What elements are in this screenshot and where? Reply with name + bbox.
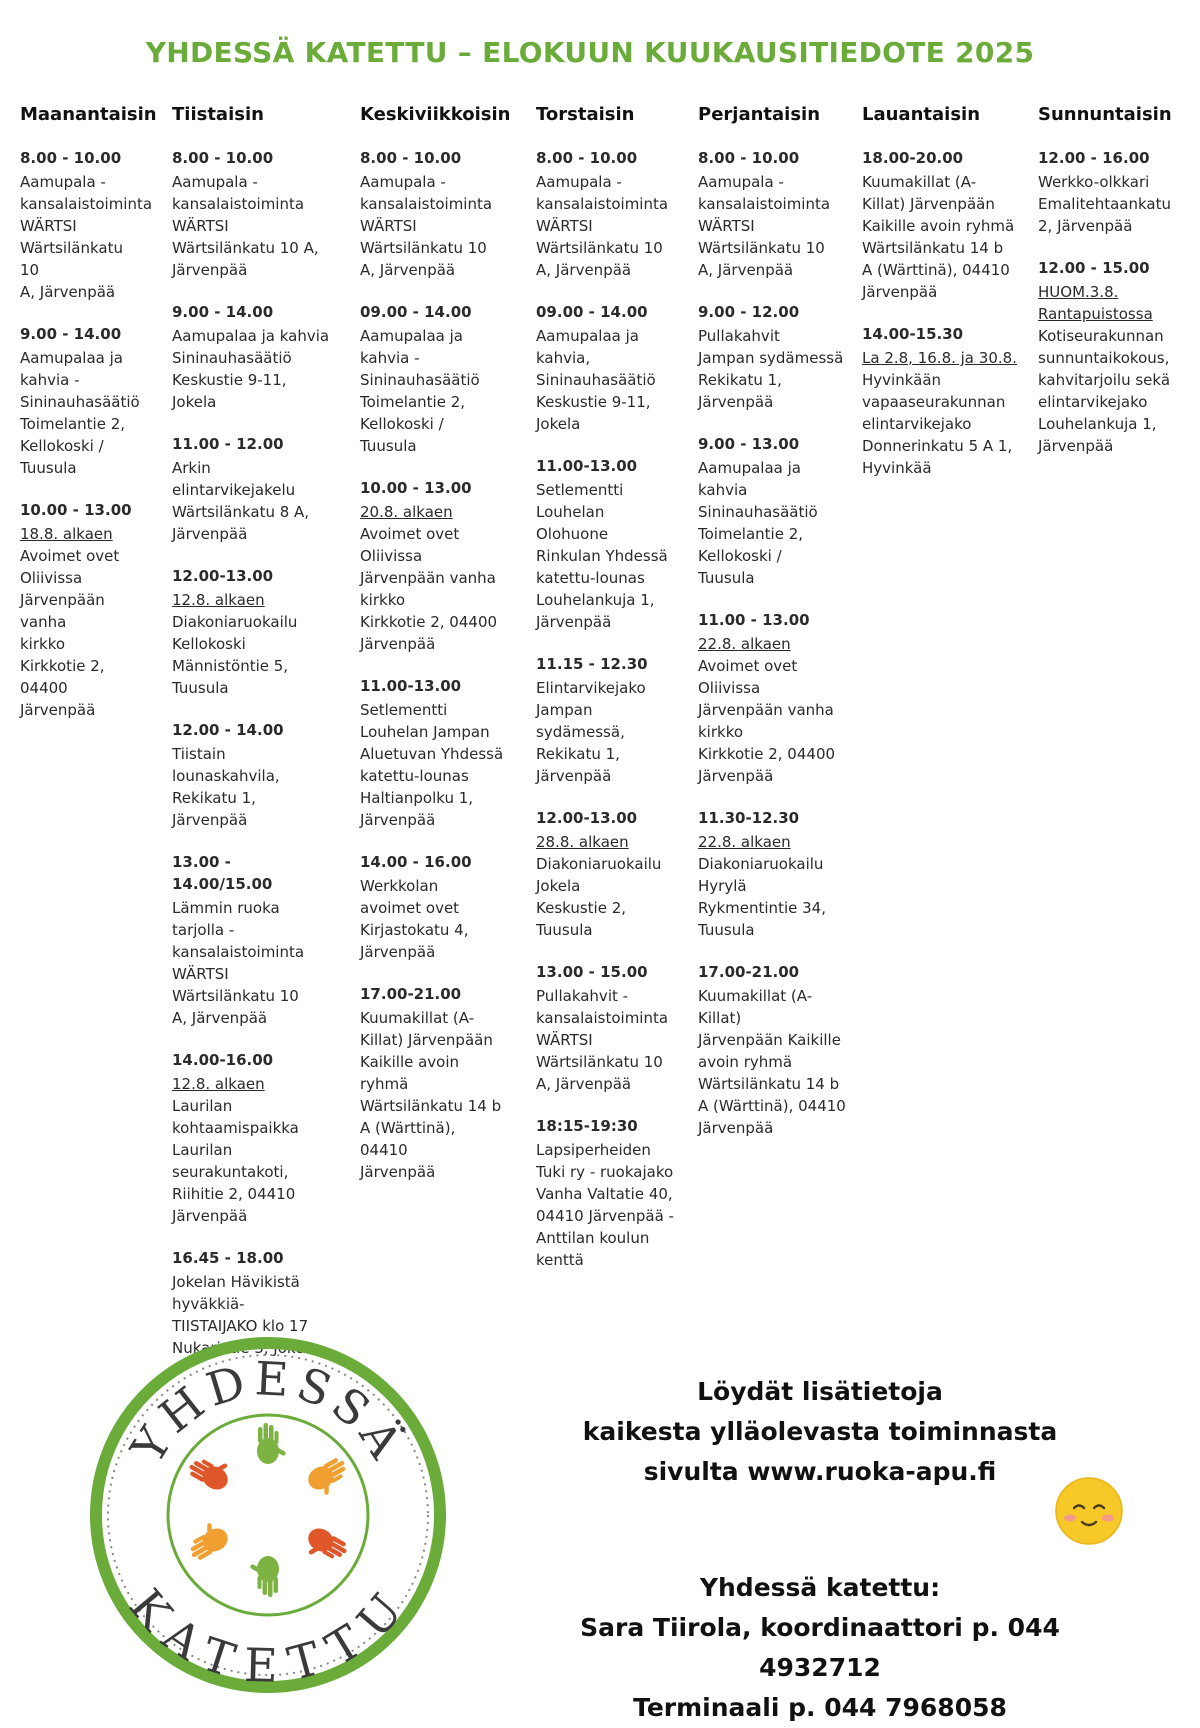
day-heading: Perjantaisin (698, 104, 821, 125)
schedule-entry (536, 1115, 681, 1271)
entry-description: Laurilan kohtaamispaikka Laurilan seurakuntakoti, Riihitie 2, 04410 Järvenpää (172, 1097, 299, 1225)
entry-description: Pullakahvit - kansalaistoiminta WÄRTSI Wärtsilänkatu 10 A, Järvenpää (536, 987, 669, 1093)
yhdessa-katettu-logo (88, 1335, 448, 1695)
entry-description: Avoimet ovet Oliivissa Järvenpään vanha kirkko Kirkkotie 2, 04400 Järvenpää (20, 547, 120, 719)
day-column-saturday (862, 104, 1022, 499)
entry-description: Aamupala - kansalaistoiminta WÄRTSI Wärtsilänkatu 10 A, Järvenpää (360, 173, 493, 279)
entry-time: 14.00 - 16.00 (360, 853, 472, 871)
entry-description: Kuumakillat (A-Killat) Järvenpään Kaikille avoin ryhmä Wärtsilänkatu 14 b A (Wärttinä), 04410 Järvenpää (698, 987, 846, 1137)
entry-description: Aamupala - kansalaistoiminta WÄRTSI Wärtsilänkatu 10 A, Järvenpää (20, 173, 153, 301)
entry-start-date: 22.8. alkaen (698, 833, 791, 851)
entry-start-date: 28.8. alkaen (536, 833, 629, 851)
entry-time: 11.30-12.30 (698, 809, 800, 827)
entry-start-date: 18.8. alkaen (20, 525, 113, 543)
schedule-entry (172, 147, 332, 281)
hand-icon (304, 1454, 354, 1500)
entry-description: Setlementti Louhelan Olohuone Rinkulan Yhdessä katettu-lounas Louhelankuja 1, Järvenpää (536, 481, 668, 631)
entry-description: Avoimet ovet Oliivissa Järvenpään vanha kirkko Kirkkotie 2, 04400 Järvenpää (360, 525, 498, 653)
entry-time: 16.45 - 18.00 (172, 1249, 284, 1267)
weekly-schedule (0, 104, 1200, 1357)
entry-time: 11.00-13.00 (536, 457, 638, 475)
entry-description: Diakoniaruokailu Jokela Keskustie 2, Tuusula (536, 855, 662, 939)
hand-icon (249, 1556, 279, 1597)
entry-description: Kotiseurakunnan sunnuntaikokous, kahvitarjoilu sekä elintarvikejako Louhelankuja 1, Järvenpää (1038, 327, 1171, 455)
entry-time: 12.00 - 14.00 (172, 721, 284, 739)
schedule-entry (698, 301, 850, 413)
entry-time: 18:15-19:30 (536, 1117, 638, 1135)
schedule-entry (536, 147, 681, 281)
entry-description: Tiistain lounaskahvila, Rekikatu 1, Järvenpää (172, 745, 280, 829)
schedule-entry (360, 477, 505, 655)
logo-bottom-text: KATETTU (119, 1578, 417, 1693)
schedule-entry (172, 851, 332, 1029)
hand-icon (182, 1517, 232, 1563)
entry-time: 13.00 - 15.00 (536, 963, 648, 981)
day-heading: Tiistaisin (172, 104, 264, 125)
entry-description: Aamupalaa ja kahvia Sininauhasäätiö Toimelantie 2, Kellokoski / Tuusula (698, 459, 818, 587)
schedule-entry (172, 433, 332, 545)
entry-start-date: La 2.8, 16.8. ja 30.8. (862, 349, 1017, 367)
entry-start-date: HUOM.3.8. Rantapuistossa (1038, 283, 1153, 323)
logo-top-text: YHDESSÄ (120, 1351, 416, 1473)
schedule-entry (172, 719, 332, 831)
day-heading: Lauantaisin (862, 104, 981, 125)
contact-terminal: Terminaali p. 044 7968058 (633, 1693, 1007, 1722)
entry-time: 8.00 - 10.00 (360, 149, 462, 167)
info-line-3: sivulta www.ruoka-apu.fi (643, 1457, 997, 1486)
schedule-entry (360, 675, 505, 831)
schedule-entry (1038, 257, 1186, 457)
hand-icon (185, 1448, 235, 1494)
schedule-entry (536, 455, 681, 633)
schedule-entry (172, 1049, 332, 1227)
schedule-entry (698, 147, 850, 281)
entry-description: Aamupalaa ja kahvia Sininauhasäätiö Keskustie 9-11, Jokela (172, 327, 330, 411)
schedule-entry (360, 147, 505, 281)
entry-time: 9.00 - 14.00 (20, 325, 122, 343)
schedule-entry (20, 499, 145, 721)
entry-time: 17.00-21.00 (698, 963, 800, 981)
day-column-friday (698, 104, 850, 1159)
entry-time: 14.00-16.00 (172, 1051, 274, 1069)
entry-description: Elintarvikejako Jampan sydämessä, Rekikatu 1, Järvenpää (536, 679, 646, 785)
entry-description: Pullakahvit Jampan sydämessä Rekikatu 1, Järvenpää (698, 327, 844, 411)
day-column-tuesday (172, 104, 332, 1379)
day-heading: Maanantaisin (20, 104, 157, 125)
entry-start-date: 12.8. alkaen (172, 1075, 265, 1093)
schedule-entry (698, 433, 850, 589)
entry-description: Aamupala - kansalaistoiminta WÄRTSI Wärtsilänkatu 10 A, Järvenpää (698, 173, 831, 279)
hand-icon (300, 1524, 350, 1570)
entry-description: Hyvinkään vapaaseurakunnan elintarvikejako Donnerinkatu 5 A 1, Hyvinkää (862, 371, 1013, 477)
entry-time: 09.00 - 14.00 (536, 303, 648, 321)
entry-description: Diakoniaruokailu Hyrylä Rykmentintie 34, Tuusula (698, 855, 826, 939)
entry-time: 8.00 - 10.00 (536, 149, 638, 167)
entry-time: 11.00 - 12.00 (172, 435, 284, 453)
entry-time: 13.00 - 14.00/15.00 (172, 853, 273, 893)
contact-block (540, 1568, 1100, 1728)
schedule-entry (20, 323, 145, 479)
schedule-entry (20, 147, 153, 303)
entry-description: Aamupala - kansalaistoiminta WÄRTSI Wärtsilänkatu 10 A, Järvenpää (536, 173, 669, 279)
entry-time: 17.00-21.00 (360, 985, 462, 1003)
schedule-entry (360, 301, 505, 457)
schedule-entry (698, 609, 850, 787)
entry-time: 8.00 - 10.00 (20, 149, 122, 167)
entry-start-date: 22.8. alkaen (698, 635, 791, 653)
day-heading: Sunnuntaisin (1038, 104, 1172, 125)
entry-time: 11.15 - 12.30 (536, 655, 648, 673)
schedule-entry (172, 565, 332, 699)
entry-description: Werkko-olkkari Emalitehtaankatu 2, Järvenpää (1038, 173, 1172, 235)
contact-coordinator: Sara Tiirola, koordinaattori p. 044 4932712 (580, 1613, 1060, 1682)
entry-time: 12.00-13.00 (172, 567, 274, 585)
day-heading: Keskiviikkoisin (360, 104, 511, 125)
schedule-entry (536, 961, 681, 1095)
day-column-wednesday (360, 104, 511, 1203)
entry-start-date: 20.8. alkaen (360, 503, 453, 521)
entry-description: Diakoniaruokailu Kellokoski Männistöntie 5, Tuusula (172, 613, 298, 697)
schedule-entry (862, 147, 1022, 303)
entry-time: 12.00 - 16.00 (1038, 149, 1150, 167)
smiley-icon (1054, 1476, 1124, 1546)
entry-time: 12.00-13.00 (536, 809, 638, 827)
entry-description: Aamupalaa ja kahvia, Sininauhasäätiö Keskustie 9-11, Jokela (536, 327, 656, 433)
entry-time: 18.00-20.00 (862, 149, 964, 167)
day-column-sunday (1038, 104, 1186, 477)
entry-description: Aamupalaa ja kahvia - Sininauhasäätiö Toimelantie 2, Kellokoski / Tuusula (360, 327, 480, 455)
entry-time: 9.00 - 14.00 (172, 303, 274, 321)
entry-time: 14.00-15.30 (862, 325, 964, 343)
page-title: YHDESSÄ KATETTU – ELOKUUN KUUKAUSITIEDOTE 2025 (145, 36, 1035, 69)
schedule-entry (1038, 147, 1186, 237)
entry-time: 10.00 - 13.00 (360, 479, 472, 497)
entry-time: 8.00 - 10.00 (698, 149, 800, 167)
hand-print-icons (182, 1423, 355, 1597)
entry-description: Avoimet ovet Oliivissa Järvenpään vanha kirkko Kirkkotie 2, 04400 Järvenpää (698, 657, 836, 785)
entry-time: 8.00 - 10.00 (172, 149, 274, 167)
day-column-thursday (536, 104, 681, 1291)
entry-time: 09.00 - 14.00 (360, 303, 472, 321)
entry-time: 11.00-13.00 (360, 677, 462, 695)
schedule-entry (698, 807, 850, 941)
schedule-entry (536, 301, 681, 435)
entry-time: 9.00 - 13.00 (698, 435, 800, 453)
info-line-1: Löydät lisätietoja (697, 1377, 943, 1406)
entry-time: 9.00 - 12.00 (698, 303, 800, 321)
schedule-entry (698, 961, 850, 1139)
schedule-entry (862, 323, 1022, 479)
schedule-entry (360, 851, 505, 963)
contact-title: Yhdessä katettu: (699, 1573, 941, 1602)
entry-time: 12.00 - 15.00 (1038, 259, 1150, 277)
entry-description: Kuumakillat (A- Killat) Järvenpään Kaikille avoin ryhmä Wärtsilänkatu 14 b A (Wärttinä), 04410 Järvenpää (360, 1009, 502, 1181)
day-heading: Torstaisin (536, 104, 635, 125)
entry-description: Aamupala - kansalaistoiminta WÄRTSI Wärtsilänkatu 10 A, Järvenpää (172, 173, 319, 279)
day-column-monday (20, 104, 157, 741)
entry-description: Werkkolan avoimet ovet Kirjastokatu 4, Järvenpää (360, 877, 469, 961)
entry-description: Setlementti Louhelan Jampan Aluetuvan Yhdessä katettu-lounas Haltianpolku 1, Järvenpää (360, 701, 504, 829)
entry-description: Jokelan Hävikistä hyväkkiä- TIISTAIJAKO klo 17 Nukarintie 3, Jokela (172, 1273, 318, 1357)
hand-icon (257, 1423, 287, 1464)
schedule-entry (172, 301, 332, 413)
entry-description: Kuumakillat (A- Killat) Järvenpään Kaikille avoin ryhmä Wärtsilänkatu 14 b A (Wärttinä), 04410 Järvenpää (862, 173, 1015, 301)
schedule-entry (536, 653, 681, 787)
entry-description: Lämmin ruoka tarjolla - kansalaistoiminta WÄRTSI Wärtsilänkatu 10 A, Järvenpää (172, 899, 305, 1027)
entry-description: Lapsiperheiden Tuki ry - ruokajako Vanha Valtatie 40, 04410 Järvenpää - Anttilan koulun kenttä (536, 1141, 674, 1269)
info-line-2: kaikesta ylläolevasta toiminnasta (582, 1417, 1058, 1446)
entry-description: Aamupalaa ja kahvia - Sininauhasäätiö Toimelantie 2, Kellokoski / Tuusula (20, 349, 140, 477)
entry-time: 10.00 - 13.00 (20, 501, 132, 519)
schedule-entry (360, 983, 505, 1183)
entry-description: Arkin elintarvikejakelu Wärtsilänkatu 8 A, Järvenpää (172, 459, 310, 543)
entry-time: 11.00 - 13.00 (698, 611, 810, 629)
more-info-block (540, 1372, 1100, 1492)
schedule-entry (536, 807, 681, 941)
entry-start-date: 12.8. alkaen (172, 591, 265, 609)
